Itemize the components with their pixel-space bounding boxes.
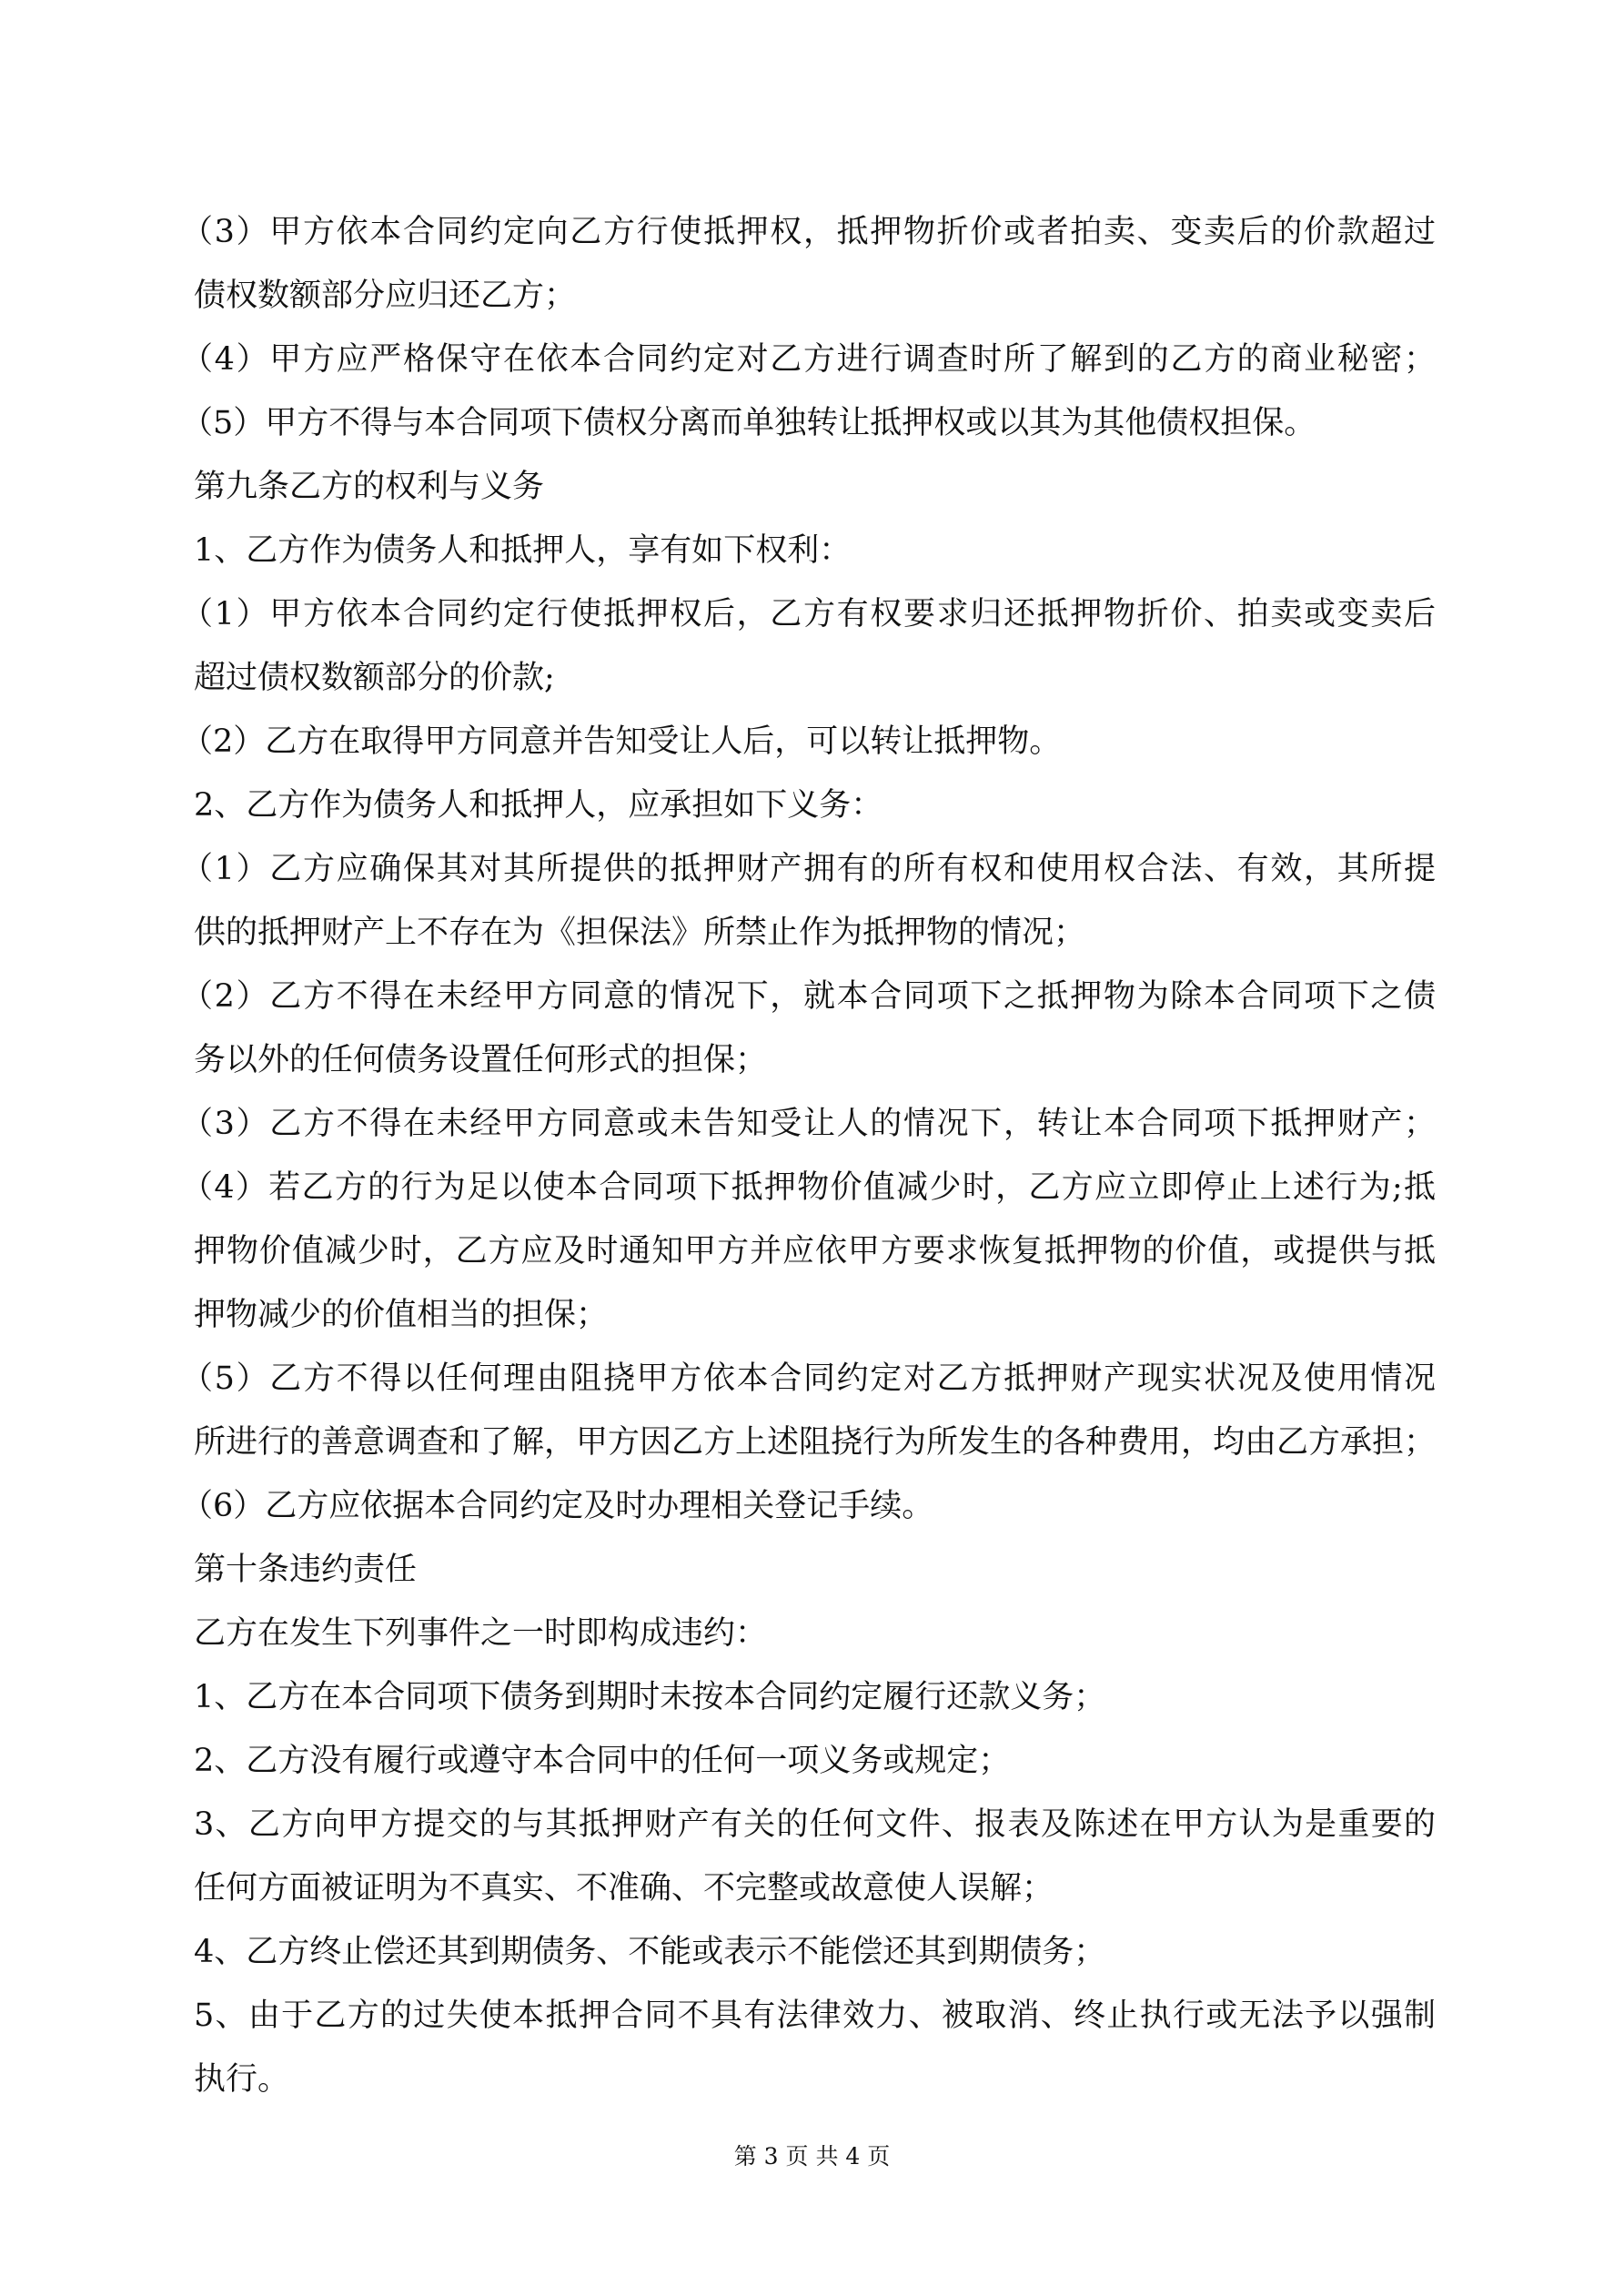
text-line: 2、乙方没有履行或遵守本合同中的任何一项义务或规定； — [194, 1743, 1011, 1779]
text-line: （5）甲方不得与本合同项下债权分离而单独转让抵押权或以其为其他债权担保。 — [181, 405, 1316, 441]
text-line: 乙方在发生下列事件之一时即构成违约： — [194, 1615, 768, 1652]
text-line: 第十条违约责任 — [194, 1552, 418, 1588]
text-line: （2）乙方在取得甲方同意并告知受让人后，可以转让抵押物。 — [181, 723, 1062, 760]
text-line: （1）甲方依本合同约定行使抵押权后，乙方有权要求归还抵押物折价、拍卖或变卖后 — [181, 596, 1436, 632]
text-line: 务以外的任何债务设置任何形式的担保； — [194, 1042, 768, 1078]
document-body — [181, 200, 1437, 2111]
text-line: 超过债权数额部分的价款; — [194, 660, 555, 696]
text-line: 债权数额部分应归还乙方； — [194, 278, 577, 314]
text-line: 5、由于乙方的过失使本抵押合同不具有法律效力、被取消、终止执行或无法予以强制 — [194, 1998, 1436, 2034]
text-line: （3）乙方不得在未经甲方同意或未告知受让人的情况下，转让本合同项下抵押财产； — [181, 1106, 1436, 1142]
text-line: （4）若乙方的行为足以使本合同项下抵押物价值减少时，乙方应立即停止上述行为;抵 — [181, 1169, 1436, 1206]
page-number-footer: 第 3 页 共 4 页 — [733, 2143, 891, 2170]
text-line: 3、乙方向甲方提交的与其抵押财产有关的任何文件、报表及陈述在甲方认为是重要的 — [194, 1806, 1436, 1843]
text-line: （6）乙方应依据本合同约定及时办理相关登记手续。 — [181, 1488, 934, 1524]
text-line: 押物价值减少时，乙方应及时通知甲方并应依甲方要求恢复抵押物的价值，或提供与抵 — [194, 1233, 1436, 1269]
text-line: 1、乙方在本合同项下债务到期时未按本合同约定履行还款义务； — [194, 1679, 1106, 1715]
text-line: （2）乙方不得在未经甲方同意的情况下，就本合同项下之抵押物为除本合同项下之债 — [181, 978, 1436, 1015]
text-line: （5）乙方不得以任何理由阻挠甲方依本合同约定对乙方抵押财产现实状况及使用情况 — [181, 1360, 1436, 1397]
text-line: 2、乙方作为债务人和抵押人，应承担如下义务： — [194, 787, 883, 824]
text-line: 任何方面被证明为不真实、不准确、不完整或故意使人误解； — [194, 1870, 1054, 1907]
text-line: 执行。 — [194, 2061, 290, 2098]
text-line: 第九条乙方的权利与义务 — [194, 469, 545, 505]
text-line: 4、乙方终止偿还其到期债务、不能或表示不能偿还其到期债务； — [194, 1934, 1106, 1970]
text-line: （1）乙方应确保其对其所提供的抵押财产拥有的所有权和使用权合法、有效，其所提 — [181, 851, 1436, 887]
text-line: （4）甲方应严格保守在依本合同约定对乙方进行调查时所了解到的乙方的商业秘密； — [181, 341, 1436, 378]
text-line: 供的抵押财产上不存在为《担保法》所禁止作为抵押物的情况； — [194, 915, 1086, 951]
text-line: 押物减少的价值相当的担保； — [194, 1297, 609, 1333]
text-line: 1、乙方作为债务人和抵押人，享有如下权利： — [194, 532, 852, 569]
text-line: （3）甲方依本合同约定向乙方行使抵押权，抵押物折价或者拍卖、变卖后的价款超过 — [181, 214, 1436, 250]
text-line: 所进行的善意调查和了解，甲方因乙方上述阻挠行为所发生的各种费用，均由乙方承担； — [194, 1424, 1437, 1461]
